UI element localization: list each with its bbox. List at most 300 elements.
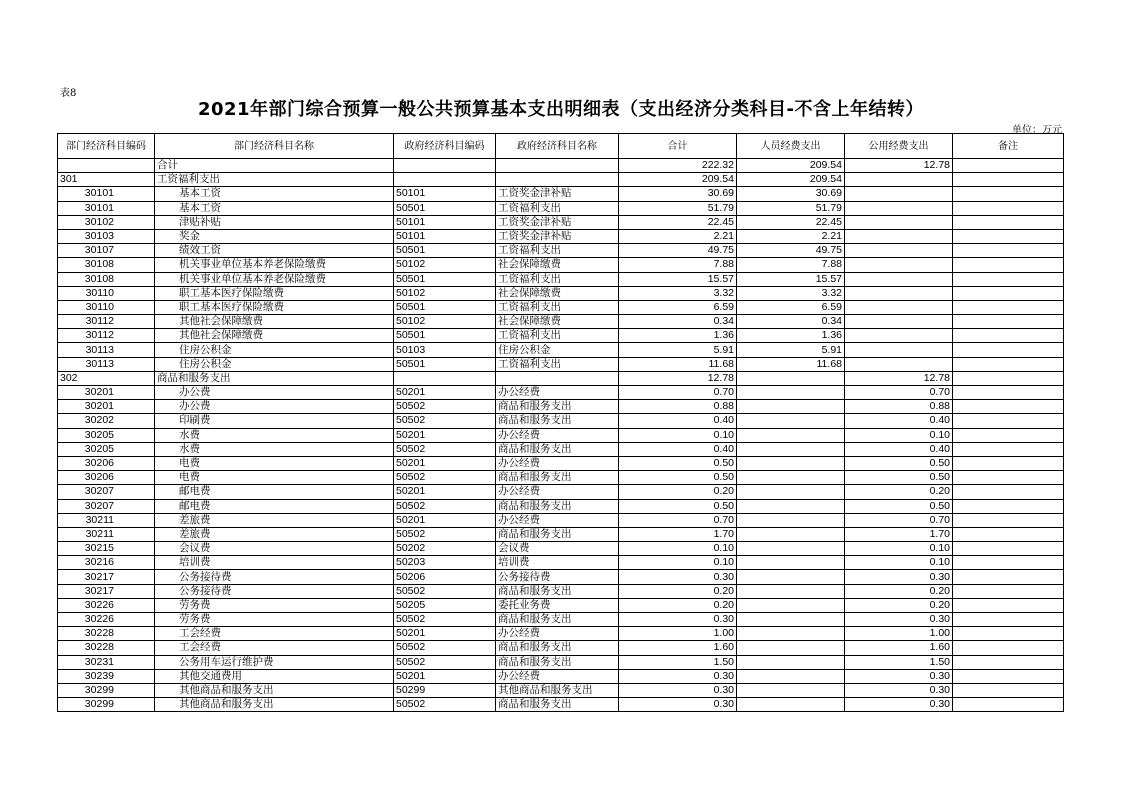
table-row [58, 584, 1064, 598]
dept-code-cell: 302 [58, 371, 155, 385]
dept-name-cell: 其他交通费用 [155, 669, 394, 683]
gov-name-cell: 办公经费 [496, 428, 619, 442]
table-row [58, 187, 1064, 201]
gov-code-cell: 50502 [394, 442, 496, 456]
table-row [58, 272, 1064, 286]
personnel-cell [737, 499, 845, 513]
public-cell: 1.60 [845, 641, 953, 655]
personnel-cell [737, 698, 845, 712]
dept-name-cell: 绩效工资 [155, 244, 394, 258]
gov-name-cell [496, 173, 619, 187]
gov-code-cell: 50501 [394, 244, 496, 258]
total-cell: 6.59 [619, 300, 737, 314]
public-cell: 1.70 [845, 527, 953, 541]
table-row [58, 627, 1064, 641]
gov-name-cell: 工资奖金津补贴 [496, 187, 619, 201]
gov-name-cell: 培训费 [496, 556, 619, 570]
dept-name-cell: 电费 [155, 456, 394, 470]
note-cell [953, 386, 1064, 400]
gov-name-cell: 商品和服务支出 [496, 499, 619, 513]
gov-code-cell: 50201 [394, 456, 496, 470]
gov-code-cell: 50501 [394, 272, 496, 286]
dept-code-cell: 30107 [58, 244, 155, 258]
gov-name-cell: 办公经费 [496, 627, 619, 641]
table-row [58, 300, 1064, 314]
dept-name-cell: 基本工资 [155, 187, 394, 201]
gov-code-cell: 50203 [394, 556, 496, 570]
gov-name-cell [496, 159, 619, 173]
personnel-cell [737, 456, 845, 470]
dept-code-cell: 30108 [58, 272, 155, 286]
note-cell [953, 272, 1064, 286]
public-cell [845, 286, 953, 300]
public-cell: 0.50 [845, 471, 953, 485]
total-cell: 1.50 [619, 655, 737, 669]
dept-name-cell: 机关事业单位基本养老保险缴费 [155, 272, 394, 286]
note-cell [953, 329, 1064, 343]
dept-code-cell: 30113 [58, 343, 155, 357]
note-cell [953, 542, 1064, 556]
total-cell: 5.91 [619, 343, 737, 357]
total-cell: 0.30 [619, 683, 737, 697]
personnel-cell [737, 428, 845, 442]
gov-code-cell: 50501 [394, 300, 496, 314]
public-cell: 0.30 [845, 613, 953, 627]
total-cell: 0.20 [619, 584, 737, 598]
total-cell: 15.57 [619, 272, 737, 286]
personnel-cell [737, 683, 845, 697]
personnel-cell [737, 371, 845, 385]
gov-code-cell: 50201 [394, 513, 496, 527]
gov-name-cell: 会议费 [496, 542, 619, 556]
dept-name-cell: 住房公积金 [155, 357, 394, 371]
total-cell: 0.30 [619, 698, 737, 712]
dept-name-cell: 其他社会保障缴费 [155, 315, 394, 329]
dept-name-cell: 办公费 [155, 400, 394, 414]
gov-name-cell: 住房公积金 [496, 343, 619, 357]
total-cell: 0.40 [619, 414, 737, 428]
dept-code-cell: 30102 [58, 215, 155, 229]
note-cell [953, 201, 1064, 215]
dept-code-cell: 30239 [58, 669, 155, 683]
personnel-cell: 209.54 [737, 159, 845, 173]
dept-name-cell: 电费 [155, 471, 394, 485]
total-cell: 11.68 [619, 357, 737, 371]
public-cell: 0.70 [845, 386, 953, 400]
total-cell: 1.00 [619, 627, 737, 641]
personnel-cell [737, 442, 845, 456]
personnel-cell [737, 400, 845, 414]
dept-code-cell: 30207 [58, 485, 155, 499]
total-cell: 22.45 [619, 215, 737, 229]
dept-name-cell: 公务用车运行维护费 [155, 655, 394, 669]
personnel-cell: 0.34 [737, 315, 845, 329]
dept-name-cell: 邮电费 [155, 485, 394, 499]
dept-name-cell: 住房公积金 [155, 343, 394, 357]
public-cell: 12.78 [845, 159, 953, 173]
dept-code-cell: 30113 [58, 357, 155, 371]
gov-name-cell: 工资福利支出 [496, 357, 619, 371]
table-row [58, 258, 1064, 272]
table-row [58, 229, 1064, 243]
header-personnel: 人员经费支出 [737, 134, 845, 159]
note-cell [953, 613, 1064, 627]
personnel-cell [737, 641, 845, 655]
public-cell [845, 187, 953, 201]
personnel-cell: 5.91 [737, 343, 845, 357]
dept-name-cell: 职工基本医疗保险缴费 [155, 286, 394, 300]
gov-code-cell: 50502 [394, 471, 496, 485]
gov-name-cell: 工资奖金津补贴 [496, 229, 619, 243]
public-cell: 0.30 [845, 570, 953, 584]
dept-code-cell: 30211 [58, 513, 155, 527]
note-cell [953, 258, 1064, 272]
dept-code-cell: 30228 [58, 627, 155, 641]
dept-code-cell: 30110 [58, 286, 155, 300]
public-cell: 0.20 [845, 485, 953, 499]
dept-name-cell: 其他社会保障缴费 [155, 329, 394, 343]
personnel-cell [737, 627, 845, 641]
gov-code-cell [394, 173, 496, 187]
gov-name-cell: 办公经费 [496, 485, 619, 499]
gov-name-cell: 工资福利支出 [496, 329, 619, 343]
personnel-cell [737, 386, 845, 400]
personnel-cell [737, 513, 845, 527]
total-cell: 0.10 [619, 428, 737, 442]
note-cell [953, 456, 1064, 470]
note-cell [953, 187, 1064, 201]
budget-detail-table [57, 133, 1064, 712]
note-cell [953, 655, 1064, 669]
gov-name-cell: 商品和服务支出 [496, 641, 619, 655]
personnel-cell [737, 570, 845, 584]
personnel-cell: 15.57 [737, 272, 845, 286]
personnel-cell: 49.75 [737, 244, 845, 258]
note-cell [953, 428, 1064, 442]
personnel-cell [737, 584, 845, 598]
dept-code-cell: 30231 [58, 655, 155, 669]
public-cell: 0.30 [845, 698, 953, 712]
total-cell: 209.54 [619, 173, 737, 187]
total-cell: 49.75 [619, 244, 737, 258]
total-cell: 0.40 [619, 442, 737, 456]
gov-code-cell: 50206 [394, 570, 496, 584]
gov-name-cell [496, 371, 619, 385]
header-gov-name: 政府经济科目名称 [496, 134, 619, 159]
note-cell [953, 669, 1064, 683]
total-cell: 1.70 [619, 527, 737, 541]
personnel-cell [737, 414, 845, 428]
gov-code-cell: 50101 [394, 187, 496, 201]
dept-code-cell: 30299 [58, 698, 155, 712]
dept-name-cell: 水费 [155, 428, 394, 442]
dept-name-cell: 公务接待费 [155, 584, 394, 598]
total-cell: 1.36 [619, 329, 737, 343]
gov-name-cell: 工资福利支出 [496, 272, 619, 286]
gov-name-cell: 商品和服务支出 [496, 698, 619, 712]
table-row [58, 499, 1064, 513]
public-cell [845, 272, 953, 286]
dept-code-cell: 30110 [58, 300, 155, 314]
unit-label: 单位：万元 [1012, 125, 1062, 136]
public-cell: 0.50 [845, 499, 953, 513]
total-cell: 222.32 [619, 159, 737, 173]
note-cell [953, 442, 1064, 456]
note-cell [953, 371, 1064, 385]
personnel-cell: 22.45 [737, 215, 845, 229]
total-cell: 7.88 [619, 258, 737, 272]
dept-code-cell: 30205 [58, 442, 155, 456]
gov-code-cell: 50101 [394, 215, 496, 229]
dept-name-cell: 津贴补贴 [155, 215, 394, 229]
gov-code-cell: 50502 [394, 527, 496, 541]
personnel-cell: 30.69 [737, 187, 845, 201]
dept-name-cell: 邮电费 [155, 499, 394, 513]
table-row [58, 315, 1064, 329]
public-cell [845, 343, 953, 357]
note-cell [953, 286, 1064, 300]
gov-code-cell: 50102 [394, 258, 496, 272]
total-cell: 0.34 [619, 315, 737, 329]
note-cell [953, 414, 1064, 428]
table-row [58, 244, 1064, 258]
personnel-cell: 7.88 [737, 258, 845, 272]
note-cell [953, 641, 1064, 655]
gov-name-cell: 商品和服务支出 [496, 442, 619, 456]
total-cell: 0.20 [619, 598, 737, 612]
header-note: 备注 [953, 134, 1064, 159]
gov-code-cell: 50201 [394, 485, 496, 499]
public-cell: 12.78 [845, 371, 953, 385]
note-cell [953, 471, 1064, 485]
header-total: 合计 [619, 134, 737, 159]
gov-code-cell: 50102 [394, 286, 496, 300]
personnel-cell: 11.68 [737, 357, 845, 371]
total-cell: 0.30 [619, 570, 737, 584]
personnel-cell [737, 542, 845, 556]
note-cell [953, 598, 1064, 612]
public-cell: 0.20 [845, 584, 953, 598]
personnel-cell [737, 527, 845, 541]
dept-code-cell: 30101 [58, 201, 155, 215]
gov-name-cell: 工资奖金津补贴 [496, 215, 619, 229]
note-cell [953, 315, 1064, 329]
dept-name-cell: 其他商品和服务支出 [155, 698, 394, 712]
dept-name-cell: 劳务费 [155, 598, 394, 612]
total-cell: 0.10 [619, 542, 737, 556]
table-row [58, 386, 1064, 400]
gov-code-cell: 50501 [394, 329, 496, 343]
dept-name-cell: 劳务费 [155, 613, 394, 627]
note-cell [953, 698, 1064, 712]
page-title: 2021年部门综合预算一般公共预算基本支出明细表（支出经济分类科目-不含上年结转） [197, 99, 925, 120]
dept-code-cell [58, 159, 155, 173]
total-cell: 2.21 [619, 229, 737, 243]
personnel-cell [737, 655, 845, 669]
total-cell: 3.32 [619, 286, 737, 300]
public-cell [845, 300, 953, 314]
note-cell [953, 215, 1064, 229]
public-cell: 0.40 [845, 414, 953, 428]
gov-code-cell: 50299 [394, 683, 496, 697]
dept-code-cell: 30205 [58, 428, 155, 442]
table-row [58, 201, 1064, 215]
note-cell [953, 229, 1064, 243]
table-row [58, 414, 1064, 428]
gov-code-cell: 50502 [394, 613, 496, 627]
note-cell [953, 357, 1064, 371]
personnel-cell [737, 613, 845, 627]
gov-name-cell: 工资福利支出 [496, 300, 619, 314]
dept-code-cell: 30112 [58, 315, 155, 329]
public-cell [845, 244, 953, 258]
dept-code-cell: 301 [58, 173, 155, 187]
note-cell [953, 300, 1064, 314]
personnel-cell: 51.79 [737, 201, 845, 215]
dept-name-cell: 办公费 [155, 386, 394, 400]
total-cell: 0.20 [619, 485, 737, 499]
table-row [58, 173, 1064, 187]
personnel-cell: 209.54 [737, 173, 845, 187]
table-row [58, 442, 1064, 456]
dept-code-cell: 30228 [58, 641, 155, 655]
dept-code-cell: 30201 [58, 386, 155, 400]
total-cell: 30.69 [619, 187, 737, 201]
dept-name-cell: 工会经费 [155, 627, 394, 641]
gov-name-cell: 商品和服务支出 [496, 400, 619, 414]
dept-code-cell: 30207 [58, 499, 155, 513]
public-cell [845, 258, 953, 272]
dept-code-cell: 30226 [58, 613, 155, 627]
gov-code-cell [394, 371, 496, 385]
total-cell: 0.50 [619, 499, 737, 513]
gov-name-cell: 社会保障缴费 [496, 286, 619, 300]
table-row [58, 613, 1064, 627]
total-cell: 51.79 [619, 201, 737, 215]
gov-name-cell: 委托业务费 [496, 598, 619, 612]
dept-name-cell: 基本工资 [155, 201, 394, 215]
gov-name-cell: 商品和服务支出 [496, 613, 619, 627]
total-cell: 0.70 [619, 513, 737, 527]
gov-name-cell: 商品和服务支出 [496, 527, 619, 541]
dept-name-cell: 其他商品和服务支出 [155, 683, 394, 697]
total-cell: 12.78 [619, 371, 737, 385]
gov-name-cell: 办公经费 [496, 386, 619, 400]
total-cell: 0.50 [619, 456, 737, 470]
table-row [58, 471, 1064, 485]
dept-code-cell: 30108 [58, 258, 155, 272]
public-cell: 0.70 [845, 513, 953, 527]
gov-code-cell: 50103 [394, 343, 496, 357]
public-cell: 0.10 [845, 428, 953, 442]
gov-code-cell: 50201 [394, 428, 496, 442]
gov-code-cell: 50202 [394, 542, 496, 556]
total-cell: 0.30 [619, 669, 737, 683]
public-cell: 0.88 [845, 400, 953, 414]
public-cell [845, 201, 953, 215]
note-cell [953, 584, 1064, 598]
table-number: 表8 [60, 88, 77, 99]
gov-code-cell: 50502 [394, 414, 496, 428]
total-cell: 0.10 [619, 556, 737, 570]
dept-code-cell: 30101 [58, 187, 155, 201]
gov-name-cell: 工资福利支出 [496, 201, 619, 215]
table-row [58, 698, 1064, 712]
public-cell [845, 173, 953, 187]
public-cell [845, 329, 953, 343]
personnel-cell [737, 471, 845, 485]
total-cell: 0.70 [619, 386, 737, 400]
header-dept-name: 部门经济科目名称 [155, 134, 394, 159]
note-cell [953, 244, 1064, 258]
note-cell [953, 485, 1064, 499]
gov-code-cell [394, 159, 496, 173]
table-row [58, 683, 1064, 697]
gov-name-cell: 办公经费 [496, 456, 619, 470]
total-cell: 1.60 [619, 641, 737, 655]
gov-code-cell: 50205 [394, 598, 496, 612]
table-row [58, 542, 1064, 556]
dept-name-cell: 水费 [155, 442, 394, 456]
dept-code-cell: 30206 [58, 456, 155, 470]
dept-code-cell: 30216 [58, 556, 155, 570]
dept-code-cell: 30206 [58, 471, 155, 485]
table-body [58, 159, 1064, 712]
table-row [58, 456, 1064, 470]
gov-code-cell: 50502 [394, 655, 496, 669]
dept-code-cell: 30201 [58, 400, 155, 414]
gov-code-cell: 50201 [394, 386, 496, 400]
dept-name-cell: 培训费 [155, 556, 394, 570]
table-row [58, 598, 1064, 612]
public-cell: 1.00 [845, 627, 953, 641]
table-row [58, 527, 1064, 541]
note-cell [953, 400, 1064, 414]
table-row [58, 669, 1064, 683]
gov-name-cell: 商品和服务支出 [496, 584, 619, 598]
table-row [58, 641, 1064, 655]
gov-code-cell: 50502 [394, 400, 496, 414]
header-row [58, 134, 1064, 159]
note-cell [953, 513, 1064, 527]
dept-name-cell: 会议费 [155, 542, 394, 556]
gov-name-cell: 其他商品和服务支出 [496, 683, 619, 697]
gov-name-cell: 商品和服务支出 [496, 471, 619, 485]
gov-name-cell: 社会保障缴费 [496, 258, 619, 272]
public-cell: 0.10 [845, 542, 953, 556]
dept-code-cell: 30226 [58, 598, 155, 612]
note-cell [953, 159, 1064, 173]
table-row [58, 357, 1064, 371]
personnel-cell [737, 485, 845, 499]
dept-code-cell: 30112 [58, 329, 155, 343]
gov-code-cell: 50502 [394, 641, 496, 655]
gov-code-cell: 50501 [394, 357, 496, 371]
table-row [58, 428, 1064, 442]
dept-name-cell: 印刷费 [155, 414, 394, 428]
note-cell [953, 570, 1064, 584]
public-cell [845, 229, 953, 243]
table-row [58, 570, 1064, 584]
total-cell: 0.30 [619, 613, 737, 627]
gov-code-cell: 50102 [394, 315, 496, 329]
dept-name-cell: 公务接待费 [155, 570, 394, 584]
note-cell [953, 343, 1064, 357]
table-row [58, 556, 1064, 570]
total-cell: 0.88 [619, 400, 737, 414]
dept-name-cell: 差旅费 [155, 513, 394, 527]
dept-name-cell: 工资福利支出 [155, 173, 394, 187]
